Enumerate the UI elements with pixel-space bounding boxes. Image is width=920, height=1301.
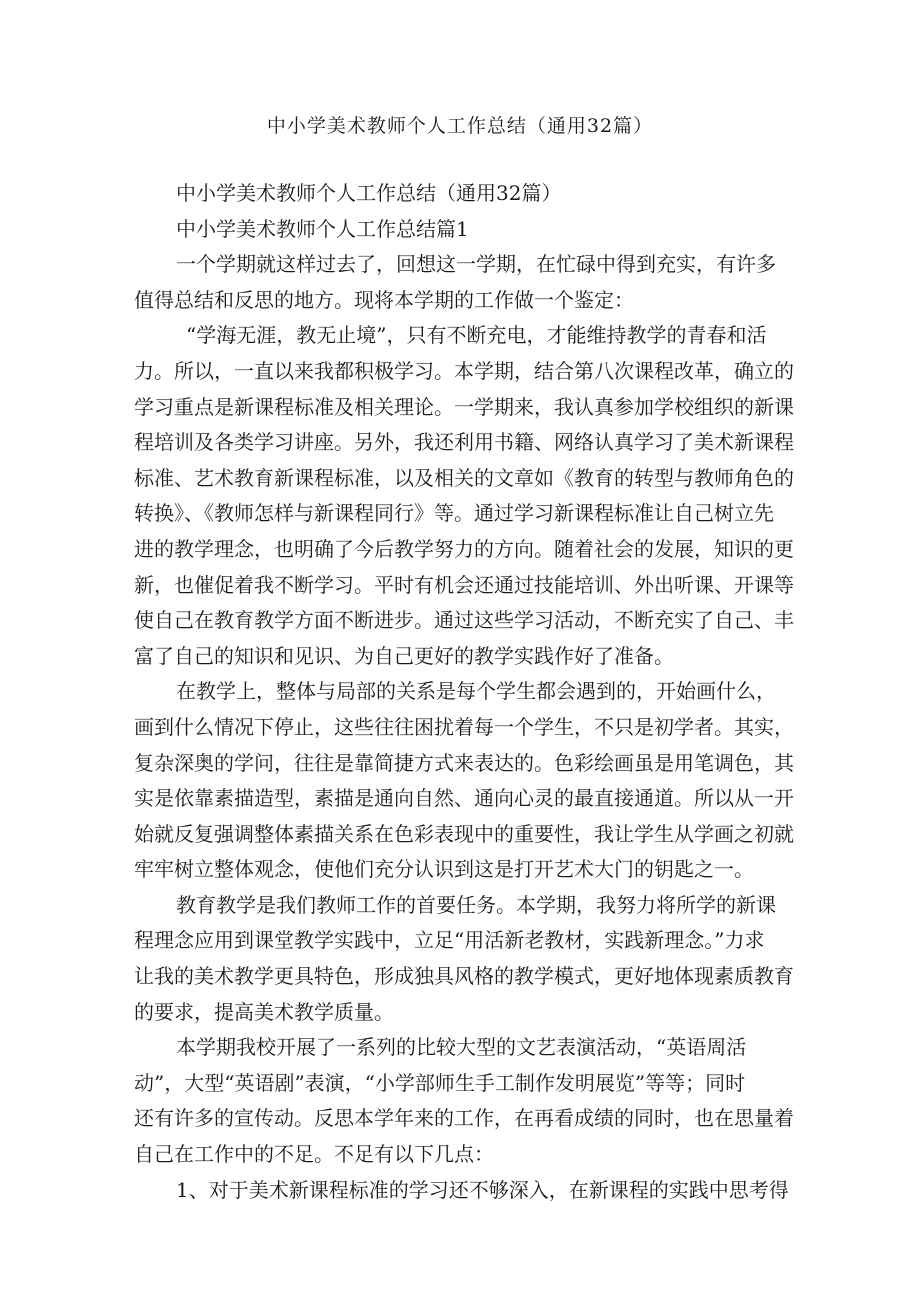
document-title: 中小学美术教师个人工作总结（通用32篇） [266, 115, 654, 137]
text-line: 1、对于美术新课程标准的学习还不够深入，在新课程的实践中思考得 [176, 1177, 789, 1202]
text-line: 富了自己的知识和见识、为自己更好的教学实践作好了准备。 [134, 643, 674, 668]
paragraph-intro [134, 247, 794, 318]
text-line: 进的教学理念，也明确了今后教学努力的方向。随着社会的发展，知识的更 [134, 536, 794, 561]
document-body [134, 176, 794, 1208]
text-line: 的要求，提高美术教学质量。 [134, 999, 394, 1024]
text-line: 使自己在教育教学方面不断进步。通过这些学习活动，不断充实了自己、丰 [134, 608, 794, 633]
text-line: 力。所以，一直以来我都积极学习。本学期，结合第八次课程改革，确立的 [134, 358, 794, 383]
text-line: 中小学美术教师个人工作总结（通用32篇） [176, 181, 562, 205]
text-line: 还有许多的宣传动。反思本学年来的工作，在再看成绩的同时，也在思量着 [134, 1106, 794, 1131]
text-line: 程理念应用到课堂教学实践中，立足“用活新老教材，实践新理念。”力求 [134, 928, 765, 953]
text-line: 中小学美术教师个人工作总结篇1 [176, 216, 469, 241]
paragraph-subtitle [134, 176, 794, 212]
paragraph-activities [134, 1030, 794, 1172]
text-line: 让我的美术教学更具特色，形成独具风格的教学模式，更好地体现素质教育 [134, 964, 794, 989]
paragraph-study [134, 318, 794, 674]
text-line: 画到什么情况下停止，这些往往困扰着每一个学生，不只是初学者。其实， [134, 714, 794, 739]
text-line: 复杂深奥的学问，往往是靠简捷方式来表达的。色彩绘画虽是用笔调色，其 [134, 750, 794, 775]
text-line: 值得总结和反思的地方。现将本学期的工作做一个鉴定： [134, 287, 634, 312]
text-line: “学海无涯，教无止境”，只有不断充电，才能维持教学的青春和活 [186, 323, 767, 348]
text-line: 新，也催促着我不断学习。平时有机会还通过技能培训、外出听课、开课等 [134, 572, 794, 597]
text-line: 标准、艺术教育新课程标准，以及相关的文章如《教育的转型与教师角色的 [134, 465, 794, 490]
paragraph-priority [134, 888, 794, 1030]
paragraph-teaching [134, 674, 794, 888]
text-line: 动”，大型“英语剧”表演，“小学部师生手工制作发明展览”等等；同时 [134, 1070, 746, 1095]
text-line: 教育教学是我们教师工作的首要任务。本学期，我努力将所学的新课 [176, 892, 776, 917]
text-line: 程培训及各类学习讲座。另外，我还利用书籍、网络认真学习了美术新课程 [134, 430, 794, 455]
text-line: 本学期我校开展了一系列的比较大型的文艺表演活动，“英语周活 [176, 1035, 747, 1060]
text-line: 在教学上，整体与局部的关系是每个学生都会遇到的，开始画什么， [176, 679, 776, 704]
text-line: 实是依靠素描造型，素描是通向自然、通向心灵的最直接通道。所以从一开 [134, 786, 794, 811]
section-heading [134, 212, 794, 248]
text-line: 始就反复强调整体素描关系在色彩表现中的重要性，我让学生从学画之初就 [134, 821, 794, 846]
paragraph-shortcoming-1 [134, 1173, 794, 1209]
text-line: 转换》、《教师怎样与新课程同行》等。通过学习新课程标准让自己树立先 [134, 501, 774, 526]
text-line: 自己在工作中的不足。不足有以下几点： [134, 1142, 494, 1167]
text-line: 一个学期就这样过去了，回想这一学期，在忙碌中得到充实，有许多 [176, 252, 776, 277]
text-line: 牢牢树立整体观念，使他们充分认识到这是打开艺术大门的钥匙之一。 [134, 857, 754, 882]
text-line: 学习重点是新课程标准及相关理论。一学期来，我认真参加学校组织的新课 [134, 394, 794, 419]
